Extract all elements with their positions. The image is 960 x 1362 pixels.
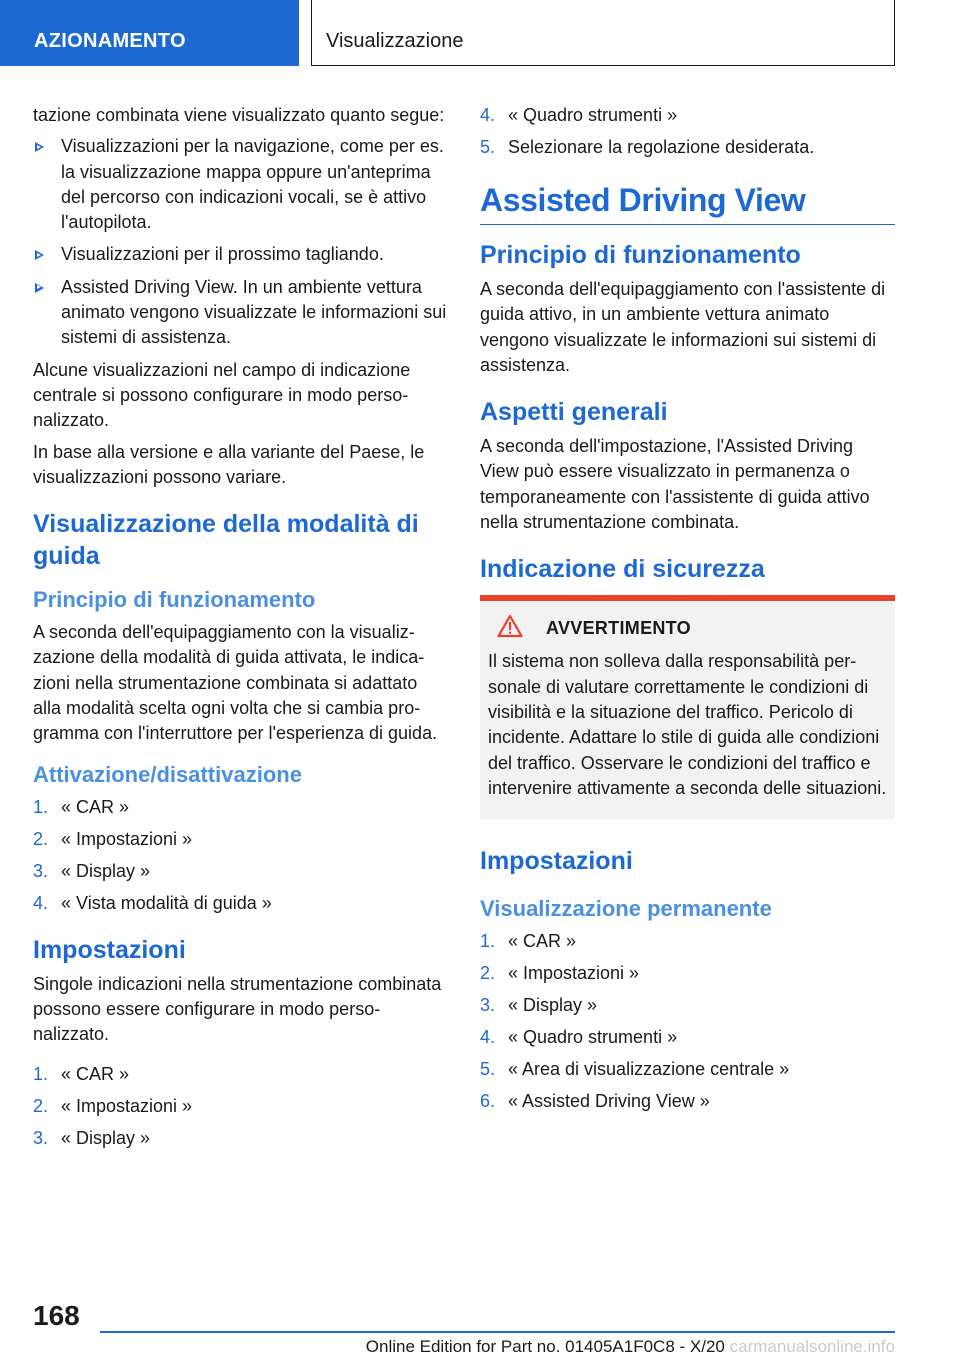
settings-text: Singole indicazioni nella strumentazione combinata possono essere configurare in modo personalizzato. xyxy=(33,973,442,1045)
list-item: Visualizzazioni per la navigazione, come per es. la visualizzazione mappa oppure un'anteprima del percorso con indicazioni vocali, se è attivo l'autopilota. xyxy=(33,134,448,235)
principle-subheading: Principio di funzionamento xyxy=(33,587,316,613)
chapter-title: Visualizzazione xyxy=(311,0,895,66)
driving-mode-heading: Visualizzazione della modalità di guida xyxy=(33,510,419,571)
left-column xyxy=(33,103,448,1158)
list-item: 5. « Area di visualizzazione centrale » xyxy=(480,1059,790,1080)
list-item: 1. « CAR » xyxy=(33,1063,130,1084)
permanent-subheading: Visualizzazione permanente xyxy=(480,896,772,922)
triangle-bullet-icon xyxy=(35,283,44,293)
right-column xyxy=(480,103,895,1121)
settings-steps xyxy=(33,1062,448,1151)
display-bullet-list xyxy=(33,134,448,350)
warning-triangle-icon xyxy=(497,614,523,638)
list-item: Visualizzazioni per il prossimo tagliando. xyxy=(33,242,448,267)
general-heading: Aspetti generali xyxy=(480,398,668,427)
list-item: 4. « Quadro strumenti » xyxy=(480,105,678,125)
activation-subheading: Attivazione/disattivazione xyxy=(33,761,302,787)
assisted-driving-view-title: Assisted Driving View xyxy=(480,180,895,225)
warning-box xyxy=(480,595,895,819)
principle-heading: Principio di funzionamento xyxy=(480,241,801,269)
list-item: 3. « Display » xyxy=(33,860,151,881)
list-item: 3. « Display » xyxy=(33,1127,151,1148)
footer-divider xyxy=(100,1331,895,1333)
list-item: 2. « Impostazioni » xyxy=(33,828,193,849)
section-tab: AZIONAMENTO xyxy=(0,0,299,66)
list-item: Assisted Driving View. In un ambiente vettura animato vengono visualizzate le informazioni sui sistemi di assistenza. xyxy=(33,275,448,351)
triangle-bullet-icon xyxy=(35,250,44,260)
general-text: A seconda dell'impostazione, l'Assisted Driving View può essere visualizzato in permanenza o temporaneamente con l'assistente di guida attivo nella strumentazione combinata. xyxy=(480,436,870,533)
activation-steps xyxy=(33,795,448,916)
list-item: 2. « Impostazioni » xyxy=(480,963,640,984)
list-item: 3. « Display » xyxy=(480,995,598,1016)
list-item: 2. « Impostazioni » xyxy=(33,1095,193,1116)
list-item: 1. « CAR » xyxy=(33,796,130,817)
watermark: carmanualsonline.info xyxy=(729,1337,895,1356)
warning-title: AVVERTIMENTO xyxy=(488,613,887,643)
principle-text: A seconda dell'equipaggiamento con l'assistente di guida attivo, in un ambiente vettura animato vengono visualizzate le informazioni sui sistemi di assistenza. xyxy=(480,279,886,375)
principle-text: A seconda dell'equipaggiamento con la visualizzazione della modalità di guida attivata, le indicazioni nella strumentazione combinata si adattato alla modalità scelta ogni volta che si cambia programma con l'interruttore per l'esperienza di guida. xyxy=(33,622,438,744)
edition-text: Online Edition for Part no. 01405A1F0C8 - X/20 xyxy=(365,1337,725,1356)
list-item: 4. « Vista modalità di guida » xyxy=(33,892,272,913)
continued-steps xyxy=(480,103,895,160)
settings-heading: Impostazioni xyxy=(480,847,633,876)
list-item: 1. « CAR » xyxy=(480,931,577,952)
safety-heading: Indicazione di sicurezza xyxy=(480,555,765,584)
config-paragraph: Alcune visualizzazioni nel campo di indicazione centrale si possono configurare in modo personalizzato. xyxy=(33,359,411,431)
settings-heading: Impostazioni xyxy=(33,935,186,964)
variant-paragraph: In base alla versione e alla variante del Paese, le visualizzazioni possono variare. xyxy=(33,441,425,487)
list-item: 4. « Quadro strumenti » xyxy=(480,1027,678,1048)
list-item: 6. « Assisted Driving View » xyxy=(480,1091,710,1112)
intro-text: tazione combinata viene visualizzato quanto segue: xyxy=(33,105,445,125)
page-header xyxy=(0,0,960,66)
permanent-steps xyxy=(480,929,895,1114)
page-number: 168 xyxy=(33,1300,80,1331)
triangle-bullet-icon xyxy=(35,142,44,152)
page-footer xyxy=(100,1334,895,1360)
list-item: 5. Selezionare la regolazione desiderata. xyxy=(480,137,815,157)
warning-text: Il sistema non solleva dalla responsabilità personale di valutare correttamente le condizioni di visibilità e la situazione del traffico. Pericolo di incidente. Adattare lo stile di guida alle condizioni del traffico. Osservare le condizioni del traffico e intervenire attivamente a seconda delle situazioni. xyxy=(488,651,887,798)
